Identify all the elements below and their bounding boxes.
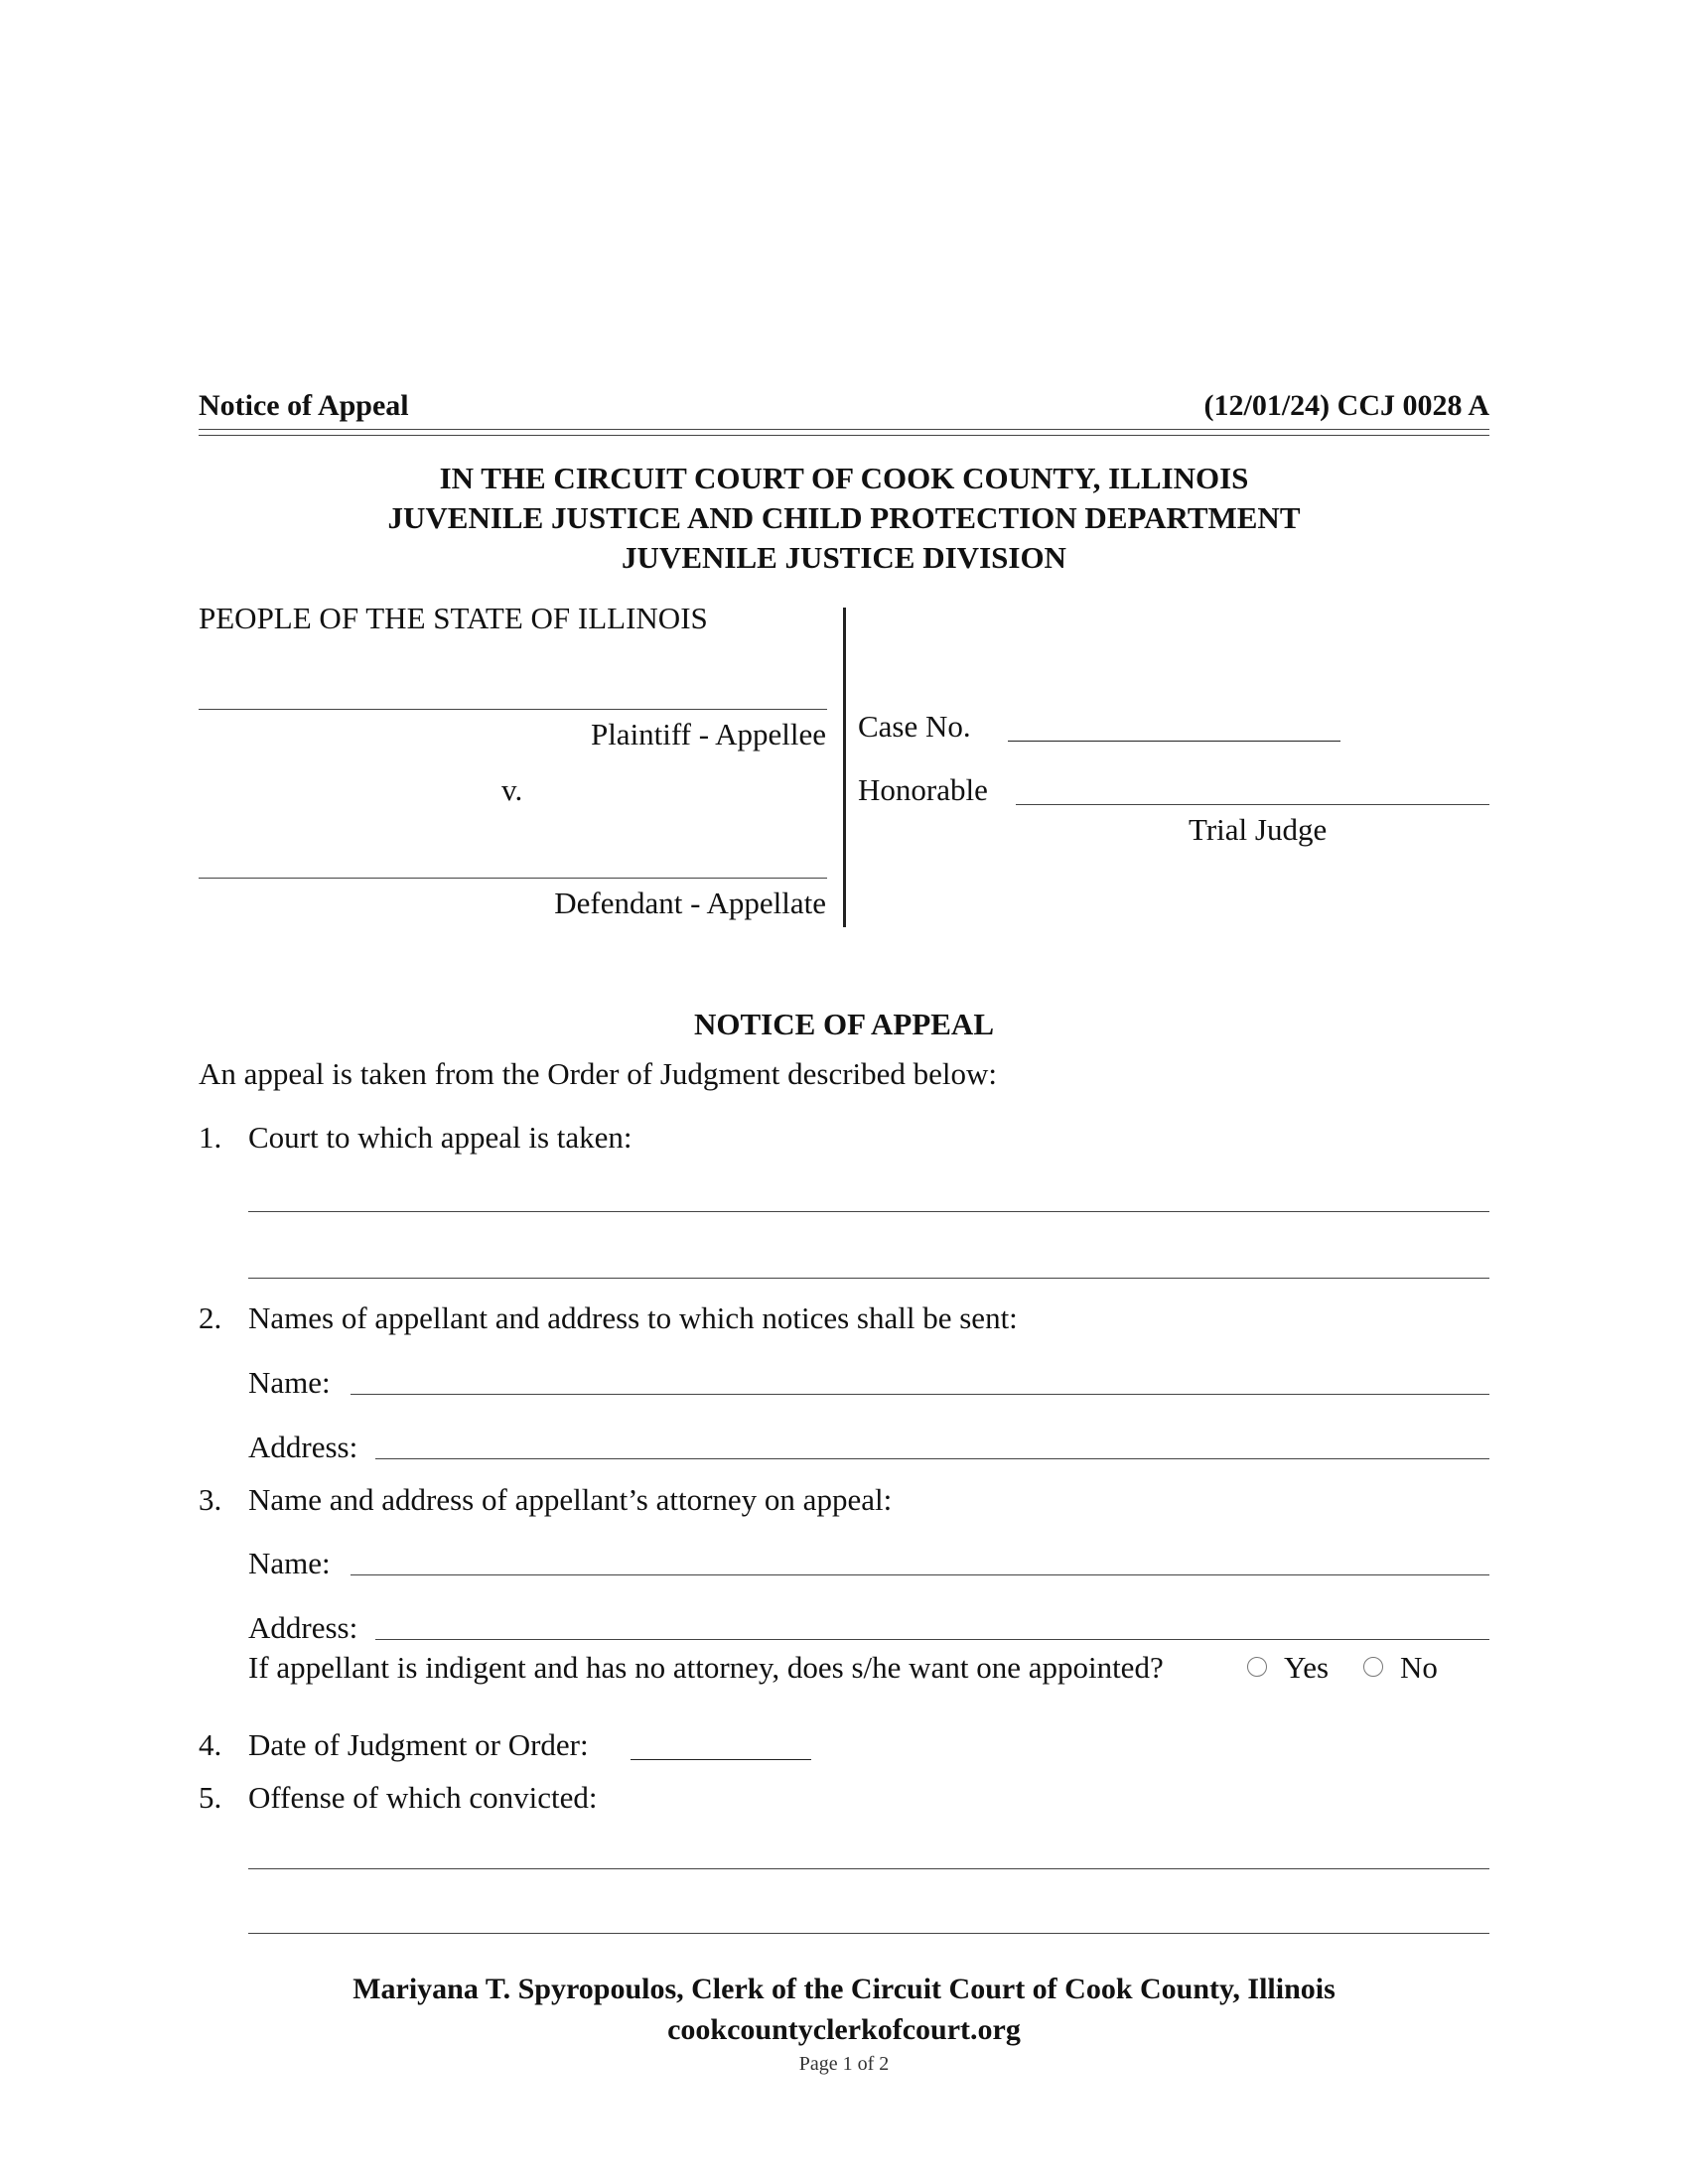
notice-title: NOTICE OF APPEAL [694, 1007, 994, 1041]
header-rule-top [199, 429, 1489, 430]
item-3-name-label: Name: [248, 1546, 331, 1580]
court-heading-2: JUVENILE JUSTICE AND CHILD PROTECTION DEPARTMENT [387, 500, 1301, 535]
no-radio[interactable] [1363, 1657, 1383, 1677]
indigent-question: If appellant is indigent and has no attorney, does s/he want one appointed? [248, 1650, 1164, 1685]
offense-field-line-1[interactable] [248, 1837, 1489, 1869]
header-rule-bottom [199, 435, 1489, 436]
item-1-field-line-1[interactable] [248, 1179, 1489, 1212]
no-label: No [1400, 1650, 1438, 1685]
yes-label: Yes [1284, 1650, 1330, 1685]
item-4-number: 4. [199, 1727, 222, 1762]
plaintiff-line[interactable] [199, 709, 827, 710]
item-1-number: 1. [199, 1120, 222, 1155]
case-no-label: Case No. [858, 709, 971, 744]
caption-divider [843, 608, 846, 927]
item-5-label: Offense of which convicted: [248, 1780, 598, 1815]
case-no-field[interactable] [1008, 709, 1340, 742]
footer-page-number: Page 1 of 2 [798, 2053, 890, 2075]
form-title: Notice of Appeal [199, 389, 409, 422]
item-3-number: 3. [199, 1482, 222, 1517]
notice-intro: An appeal is taken from the Order of Judgment described below: [199, 1056, 998, 1091]
item-1-label: Court to which appeal is taken: [248, 1120, 633, 1155]
item-4-label: Date of Judgment or Order: [248, 1727, 589, 1762]
attorney-name-field[interactable] [351, 1543, 1489, 1575]
court-heading-3: JUVENILE JUSTICE DIVISION [622, 540, 1066, 575]
court-heading-1: IN THE CIRCUIT COURT OF COOK COUNTY, ILLINOIS [439, 461, 1249, 495]
honorable-field[interactable] [1016, 772, 1489, 805]
yes-radio[interactable] [1247, 1657, 1267, 1677]
honorable-label: Honorable [858, 772, 988, 807]
versus-text: v. [501, 772, 523, 807]
appellant-name-field[interactable] [351, 1362, 1489, 1395]
judgment-date-field[interactable] [631, 1727, 811, 1760]
item-1-field-line-2[interactable] [248, 1278, 1489, 1279]
plaintiff-label: Plaintiff - Appellee [590, 717, 826, 751]
item-3-label: Name and address of appellant’s attorney on appeal: [248, 1482, 893, 1517]
item-2-name-label: Name: [248, 1365, 331, 1400]
item-2-address-label: Address: [248, 1430, 358, 1464]
item-3-address-label: Address: [248, 1610, 358, 1645]
attorney-address-field[interactable] [375, 1607, 1489, 1640]
defendant-line[interactable] [199, 878, 827, 879]
item-5-number: 5. [199, 1780, 222, 1815]
form-code: (12/01/24) CCJ 0028 A [1203, 389, 1489, 422]
plaintiff-name: PEOPLE OF THE STATE OF ILLINOIS [199, 601, 708, 635]
trial-judge-label: Trial Judge [1189, 812, 1328, 847]
item-2-label: Names of appellant and address to which notices shall be sent: [248, 1300, 1018, 1335]
footer-website[interactable]: cookcountyclerkofcourt.org [667, 2013, 1021, 2046]
footer-clerk: Mariyana T. Spyropoulos, Clerk of the Circuit Court of Cook County, Illinois [352, 1973, 1336, 2005]
item-2-number: 2. [199, 1300, 222, 1335]
offense-field-line-2[interactable] [248, 1933, 1489, 1934]
appellant-address-field[interactable] [375, 1427, 1489, 1459]
defendant-label: Defendant - Appellate [554, 886, 826, 920]
